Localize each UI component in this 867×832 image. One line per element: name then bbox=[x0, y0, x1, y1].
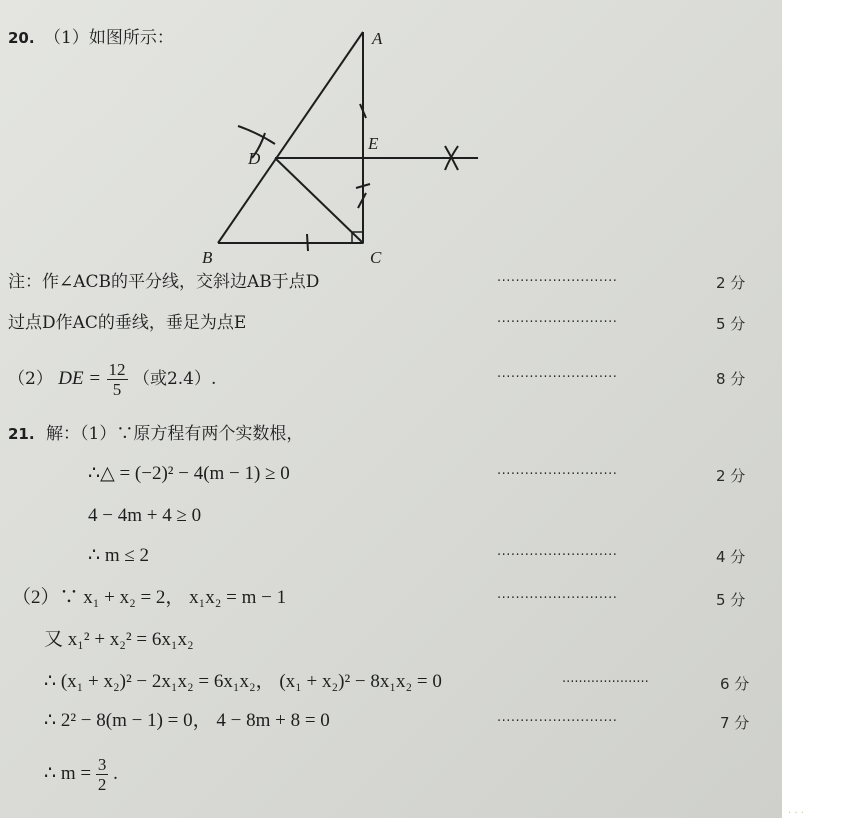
score-4: 4 分 bbox=[716, 548, 746, 566]
q21-line2: 4 − 4m + 4 ≥ 0 bbox=[88, 505, 202, 526]
leader-dots: ·························· bbox=[497, 714, 618, 729]
segment-ab bbox=[218, 32, 363, 243]
bisector-cd bbox=[275, 158, 363, 243]
label-a: A bbox=[372, 29, 383, 48]
de-label: DE = bbox=[58, 368, 102, 389]
q21-line3: ∴ m ≤ 2 bbox=[88, 545, 150, 566]
geometry-figure bbox=[180, 18, 490, 268]
q20-note1: 注：作∠ACB的平分线，交斜边AB于点D bbox=[8, 272, 320, 292]
leader-dots: ·························· bbox=[497, 274, 618, 289]
label-d: D bbox=[248, 149, 261, 168]
label-e: E bbox=[368, 134, 379, 153]
de-alt: （或2.4）. bbox=[132, 369, 217, 389]
score-8: 8 分 bbox=[716, 370, 746, 388]
de-fraction bbox=[107, 360, 128, 399]
leader-dots: ·························· bbox=[497, 467, 618, 482]
scan-artifact: · · · bbox=[788, 808, 804, 819]
q21-line5: 又 x₁² + x₂² = 6x₁x₂ bbox=[44, 629, 194, 650]
q21-line6: ∴ (x₁ + x₂)² − 2x₁x₂ = 6x₁x₂， (x₁ + x₂)² − 8x₁x₂ = 0 bbox=[44, 671, 442, 692]
m-numerator: 3 bbox=[97, 755, 107, 775]
leader-dots: ·························· bbox=[497, 315, 618, 330]
leader-dots: ·························· bbox=[497, 370, 618, 385]
q20-part1: （1）如图所示： bbox=[44, 28, 174, 48]
score-2b: 2 分 bbox=[716, 467, 746, 485]
part2-prefix: （2） bbox=[8, 369, 53, 389]
score-2: 2 分 bbox=[716, 274, 746, 292]
m-fraction bbox=[96, 755, 109, 794]
score-6: 6 分 bbox=[720, 675, 750, 693]
m-label: ∴ m = bbox=[44, 763, 92, 784]
m-denominator: 2 bbox=[97, 775, 107, 795]
q21-line8 bbox=[44, 752, 118, 796]
q20-note2: 过点D作AC的垂线，垂足为点E bbox=[8, 313, 247, 333]
q20-number: 20. bbox=[8, 29, 35, 47]
arc-mark-bc bbox=[307, 234, 308, 251]
q21-line1: ∴△ = (−2)² − 4(m − 1) ≥ 0 bbox=[88, 463, 290, 484]
score-5: 5 分 bbox=[716, 315, 746, 333]
arc-mark-d1 bbox=[238, 126, 275, 144]
q21-intro: 解：（1）∵原方程有两个实数根， bbox=[46, 424, 304, 444]
label-b: B bbox=[202, 248, 213, 267]
de-denominator: 5 bbox=[112, 380, 122, 399]
leader-dots: ·························· bbox=[497, 548, 618, 563]
q21-number: 21. bbox=[8, 425, 35, 443]
score-7: 7 分 bbox=[720, 714, 750, 732]
label-c: C bbox=[370, 248, 382, 267]
q21-line4: （2）∵ x₁ + x₂ = 2， x₁x₂ = m − 1 bbox=[12, 587, 287, 608]
q20-part2 bbox=[8, 357, 216, 401]
leader-dots: ·························· bbox=[497, 591, 618, 606]
q21-line7: ∴ 2² − 8(m − 1) = 0， 4 − 8m + 8 = 0 bbox=[44, 710, 330, 731]
score-5b: 5 分 bbox=[716, 591, 746, 609]
leader-dots-short: ····················· bbox=[562, 675, 649, 690]
m-suffix: . bbox=[113, 763, 118, 784]
de-numerator: 12 bbox=[108, 360, 126, 379]
